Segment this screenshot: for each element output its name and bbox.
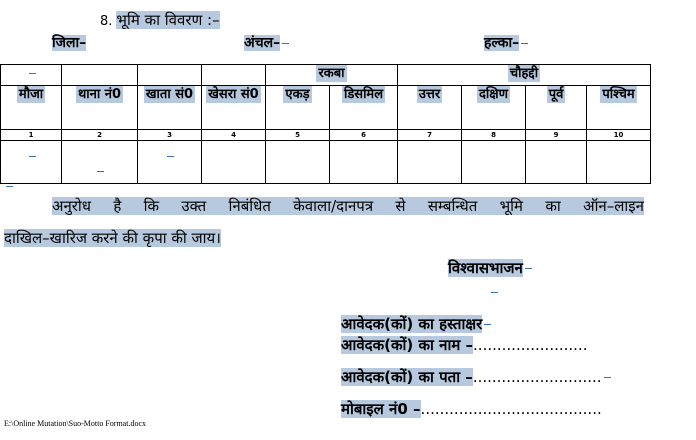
north-cell[interactable] bbox=[398, 141, 462, 184]
header-cell bbox=[1, 65, 62, 86]
applicant-name-blank[interactable]: ........................ bbox=[473, 336, 588, 354]
mobile-number-field[interactable] bbox=[341, 399, 602, 419]
column-number: 4 bbox=[202, 130, 266, 141]
boundaries-group-header: चौहद्दी bbox=[398, 65, 651, 86]
applicant-signature-label: आवेदक(कों) का हस्ताक्षर bbox=[341, 314, 491, 334]
header-cell bbox=[202, 65, 266, 86]
khesra-cell[interactable] bbox=[202, 141, 266, 184]
section-heading bbox=[100, 10, 220, 30]
column-number: 7 bbox=[398, 130, 462, 141]
header-cell bbox=[62, 65, 138, 86]
column-header-decimal: डिसमिल bbox=[330, 86, 398, 130]
applicant-name-label: आवेदक(कों) का नाम – bbox=[341, 336, 474, 354]
request-line-1: अनुरोध है कि उक्त निबंधित केवाला/दानपत्र से सम्बन्धित भूमि का ऑन–लाइन bbox=[52, 197, 644, 215]
column-header-east: पूर्व bbox=[526, 86, 587, 130]
south-cell[interactable] bbox=[462, 141, 526, 184]
header-cell bbox=[138, 65, 202, 86]
column-header-south: दक्षिण bbox=[462, 86, 526, 130]
column-number: 5 bbox=[266, 130, 330, 141]
halka-label: हल्का– bbox=[484, 33, 528, 52]
area-group-header: रकबा bbox=[266, 65, 398, 86]
request-paragraph bbox=[4, 190, 644, 254]
request-line-2: दाखिल–खारिज करने की कृपा की जाय। bbox=[4, 229, 221, 247]
column-number: 10 bbox=[587, 130, 651, 141]
west-cell[interactable] bbox=[587, 141, 651, 184]
column-number: 3 bbox=[138, 130, 202, 141]
decimal-cell[interactable] bbox=[330, 141, 398, 184]
column-number: 8 bbox=[462, 130, 526, 141]
column-header-acre: एकड़ bbox=[266, 86, 330, 130]
mobile-number-label: मोबाइल नं0 – bbox=[341, 400, 421, 418]
column-number: 6 bbox=[330, 130, 398, 141]
section-title: भूमि का विवरण :– bbox=[116, 11, 220, 29]
column-header-khesra: खेसरा सं0 bbox=[202, 86, 266, 130]
mobile-number-blank[interactable]: ...................................... bbox=[420, 400, 602, 418]
district-label: जिला– bbox=[52, 35, 87, 51]
column-header-thana: थाना नं0 bbox=[62, 86, 138, 130]
thana-cell[interactable] bbox=[62, 141, 138, 184]
column-number: 2 bbox=[62, 130, 138, 141]
applicant-address-field[interactable] bbox=[341, 367, 611, 387]
khata-cell[interactable] bbox=[138, 141, 202, 184]
applicant-address-blank[interactable]: ........................... bbox=[472, 368, 602, 386]
table-row bbox=[1, 141, 651, 184]
column-header-west: पश्चिम bbox=[587, 86, 651, 130]
file-path-footer: E:\Online Mutation\Suo-Motto Format.docx bbox=[4, 419, 146, 428]
applicant-name-field[interactable] bbox=[341, 335, 587, 355]
column-number-row bbox=[1, 130, 651, 141]
margin-mark bbox=[6, 186, 13, 187]
column-number: 1 bbox=[1, 130, 62, 141]
acre-cell[interactable] bbox=[266, 141, 330, 184]
mauja-cell[interactable] bbox=[1, 141, 62, 184]
circle-label: अंचल– bbox=[244, 33, 289, 52]
column-header-khata: खाता सं0 bbox=[138, 86, 202, 130]
east-cell[interactable] bbox=[526, 141, 587, 184]
blank-mark bbox=[491, 292, 498, 293]
closing-text: विश्वासभाजन bbox=[448, 258, 532, 278]
land-details-table bbox=[0, 64, 651, 184]
column-number: 9 bbox=[526, 130, 587, 141]
applicant-address-label: आवेदक(कों) का पता – bbox=[341, 368, 473, 386]
column-header-mauja: मौजा bbox=[1, 86, 62, 130]
column-header-north: उत्तर bbox=[398, 86, 462, 130]
section-number: 8. bbox=[100, 14, 113, 29]
